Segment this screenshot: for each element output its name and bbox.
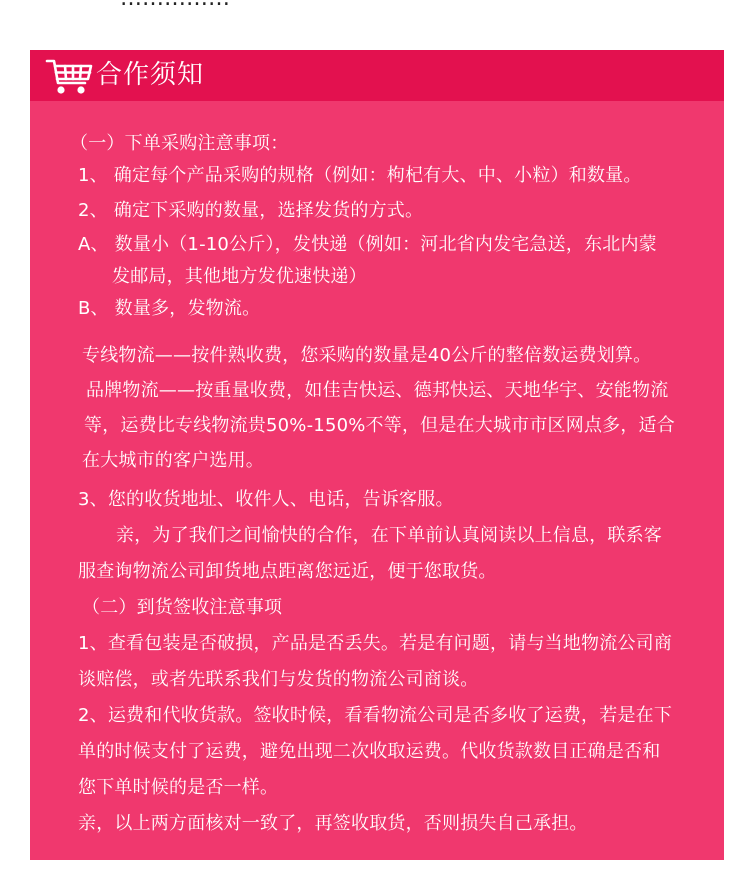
section1-item-3: 3、您的收货地址、收件人、电话，告诉客服。 (78, 489, 454, 510)
section2-title: （二）到货签收注意事项 (82, 597, 283, 618)
section2-item-1-line1: 1、查看包装是否破损，产品是否丢失。若是有问题，请与当地物流公司商 (78, 633, 673, 654)
section2-closing: 亲，以上两方面核对一致了，再签收取货，否则损失自己承担。 (78, 813, 588, 834)
section1-note-line2: 服查询物流公司卸货地点距离您远近，便于您取货。 (78, 561, 497, 582)
section1-title: （一）下单采购注意事项： (70, 133, 289, 154)
section1-item-1: 1、 确定每个产品采购的规格（例如：枸杞有大、中、小粒）和数量。 (78, 165, 642, 186)
section1-item-b: B、 数量多，发物流。 (78, 298, 261, 319)
notice-header (30, 50, 724, 101)
brand-logistics-line3: 在大城市的客户选用。 (82, 450, 264, 471)
section1-item-2: 2、 确定下采购的数量，选择发货的方式。 (78, 200, 424, 221)
clipped-text-fragment (120, 0, 230, 6)
brand-logistics-line2: 等，运费比专线物流贵50%-150%不等，但是在大城市市区网点多，适合 (84, 415, 675, 436)
section2-item-2-line3: 您下单时候的是否一样。 (78, 777, 279, 798)
section2-item-1-line2: 谈赔偿，或者先联系我们与发货的物流公司商谈。 (78, 669, 479, 690)
shopping-cart-icon (45, 57, 93, 97)
section2-item-2-line2: 单的时候支付了运费，避免出现二次收取运费。代收货款数目正确是否和 (78, 741, 661, 762)
section1-item-a-line2: 发邮局，其他地方发优速快递） (112, 266, 367, 287)
notice-title: 合作须知 (96, 60, 205, 90)
brand-logistics-line1: 品牌物流——按重量收费，如佳吉快运、德邦快运、天地华宇、安能物流 (86, 380, 669, 401)
section2-item-2-line1: 2、运费和代收货款。签收时候，看看物流公司是否多收了运费，若是在下 (78, 705, 673, 726)
cooperation-notice-panel (30, 50, 724, 860)
dedicated-logistics-text: 专线物流——按件熟收费，您采购的数量是40公斤的整倍数运费划算。 (82, 345, 652, 366)
section1-item-a-line1: A、 数量小（1-10公斤），发快递（例如：河北省内发宅急送，东北内蒙 (78, 234, 657, 255)
section1-note-line1: 亲，为了我们之间愉快的合作，在下单前认真阅读以上信息，联系客 (116, 525, 662, 546)
